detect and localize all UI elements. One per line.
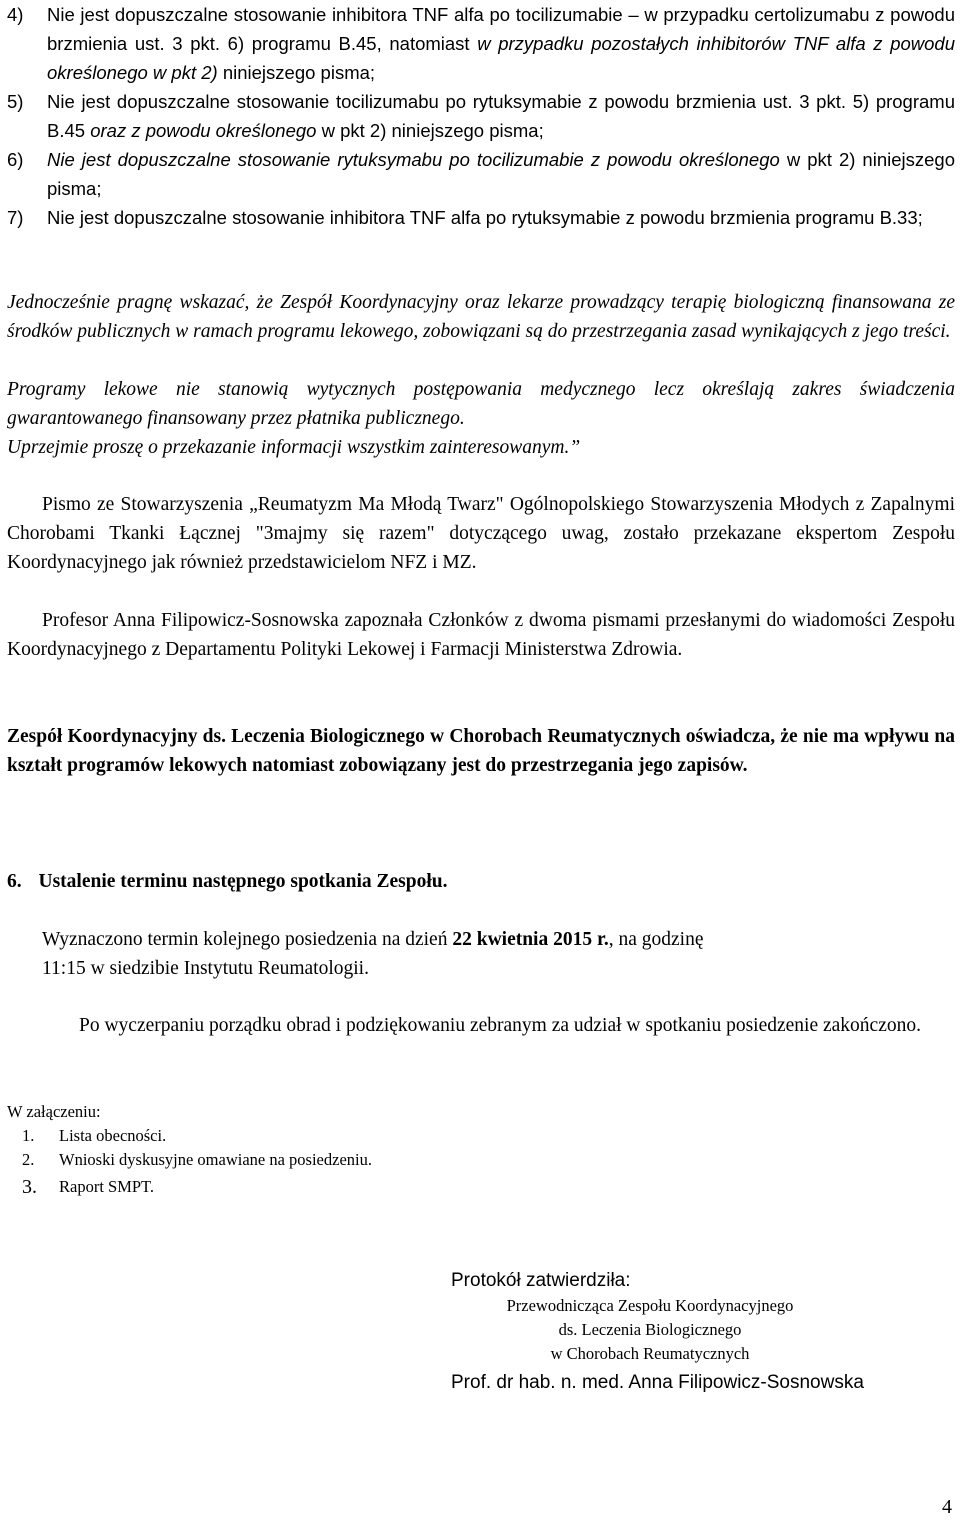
- declaration-text: Zespół Koordynacyjny ds. Leczenia Biologicznego w Chorobach Reumatycznych oświadcza, że nie ma wpływu na kształt programów lekowych natomiast zobowiązany jest do przestrzegania jego zapisów.: [7, 726, 955, 776]
- list-item-text: Nie jest dopuszczalne stosowanie tocilizumabu po rytuksymabie z powodu brzmienia ust. 3 pkt. 5) programu B.45: [47, 91, 955, 141]
- italic-paragraph-text: Uprzejmie proszę o przekazanie informacji wszystkim zainteresowanym.”: [7, 437, 581, 458]
- italic-paragraph-text: Jednocześnie pragnę wskazać, że Zespół Koordynacyjny oraz lekarze prowadzący terapię biologiczną finansowana ze środków publicznych w ramach programu lekowego, zobowiązani są do przestrzegania zasad wynikających z jego treści.: [7, 292, 955, 342]
- signature-name: [451, 1370, 864, 1396]
- declaration: [7, 722, 955, 780]
- attachment-item: [7, 1148, 707, 1172]
- list-item-text: Nie jest dopuszczalne stosowanie inhibitora TNF alfa po tocilizumabie – w przypadku certolizumabu z powodu brzmienia ust. 3 pkt. 6) programu B.45, natomiast: [47, 4, 955, 54]
- italic-paragraph-obligation: [7, 288, 955, 346]
- paragraph-letter: [7, 490, 955, 577]
- signature-approved: [451, 1268, 631, 1294]
- list-item: [7, 145, 955, 203]
- attachment-text: Raport SMPT.: [59, 1177, 155, 1196]
- section-number: 6.: [7, 871, 22, 892]
- signature-role: Przewodnicząca Zespołu Koordynacyjnego: [506, 1296, 794, 1315]
- list-item-text-end: w pkt 2) niniejszego pisma;: [321, 120, 544, 141]
- list-item-number: 6): [7, 149, 24, 170]
- attachment-item: [7, 1124, 707, 1148]
- next-meeting-prefix: Wyznaczono termin kolejnego posiedzenia na dzień: [42, 929, 453, 950]
- closing-paragraph: [7, 1011, 955, 1040]
- list-item-text-italic: oraz z powodu określonego: [90, 120, 322, 141]
- signature-roles: [445, 1294, 855, 1366]
- page-number-text: 4: [942, 1496, 952, 1518]
- attachment-number: 2.: [22, 1150, 35, 1169]
- signature-name-text: Prof. dr hab. n. med. Anna Filipowicz-Sosnowska: [451, 1372, 864, 1393]
- attachment-text: Wnioski dyskusyjne omawiane na posiedzeniu.: [59, 1150, 372, 1169]
- list-item: [7, 87, 955, 145]
- attachment-number: 3.: [22, 1176, 37, 1198]
- attachments: [7, 1100, 707, 1202]
- paragraph-letter-text: Pismo ze Stowarzyszenia „Reumatyzm Ma Młodą Twarz" Ogólnopolskiego Stowarzyszenia Młodych z Zapalnymi Chorobami Tkanki Łącznej "3majmy się razem" dotyczącego uwag, zostało przekazane ekspertom Zespołu Koordynacyjnego jak również przedstawicielom NFZ i MZ.: [7, 494, 955, 573]
- italic-paragraph-request: [7, 433, 955, 462]
- list-item-number: 4): [7, 4, 24, 25]
- paragraph-professor: [7, 606, 955, 664]
- next-meeting-time-place: [42, 954, 955, 983]
- list-item-text-end: niniejszego pisma;: [222, 62, 376, 83]
- attachments-label: W załączeniu:: [7, 1102, 101, 1121]
- list-item-number: 7): [7, 207, 24, 228]
- list-item-number: 5): [7, 91, 24, 112]
- section-title: Ustalenie terminu następnego spotkania Zespołu.: [38, 871, 448, 892]
- attachment-text: Lista obecności.: [59, 1126, 167, 1145]
- signature-role: ds. Leczenia Biologicznego: [558, 1320, 742, 1339]
- italic-paragraph-text: Programy lekowe nie stanowią wytycznych postępowania medycznego lecz określają zakres świadczenia gwarantowanego finansowany przez płatnika publicznego.: [7, 379, 955, 429]
- page-number: [942, 1495, 952, 1519]
- paragraph-professor-text: Profesor Anna Filipowicz-Sosnowska zapoznała Członków z dwoma pismami przesłanymi do wiadomości Zespołu Koordynacyjnego z Departamentu Polityki Lekowej i Farmacji Ministerstwa Zdrowia.: [7, 610, 955, 660]
- next-meeting-time-place-text: 11:15 w siedzibie Instytutu Reumatologii.: [42, 958, 369, 979]
- section-heading: [7, 867, 955, 896]
- next-meeting-date: 22 kwietnia 2015 r.: [452, 929, 609, 950]
- list-item-text-italic: w przypadku pozostałych inhibitorów TNF alfa z powodu określonego w pkt 2): [47, 33, 955, 83]
- list-item: [7, 203, 955, 232]
- numbered-list: [7, 0, 955, 232]
- closing-text: Po wyczerpaniu porządku obrad i podziękowaniu zebranym za udział w spotkaniu posiedzenie zakończono.: [79, 1015, 921, 1036]
- attachment-number: 1.: [22, 1126, 35, 1145]
- next-meeting: [42, 925, 955, 954]
- attachment-item: [7, 1172, 707, 1202]
- list-item: [7, 0, 955, 87]
- italic-paragraph-programs: [7, 375, 955, 433]
- list-item-text: Nie jest dopuszczalne stosowanie rytuksymabu po tocilizumabie z powodu określonego: [47, 149, 787, 170]
- next-meeting-suffix: , na godzinę: [608, 929, 704, 950]
- signature-role: w Chorobach Reumatycznych: [550, 1344, 750, 1363]
- signature-approved-text: Protokół zatwierdziła:: [451, 1270, 631, 1291]
- list-item-text: Nie jest dopuszczalne stosowanie inhibitora TNF alfa po rytuksymabie z powodu brzmienia programu B.33;: [47, 207, 923, 228]
- list-item-text-end: w pkt 2) niniejszego pisma;: [47, 149, 955, 199]
